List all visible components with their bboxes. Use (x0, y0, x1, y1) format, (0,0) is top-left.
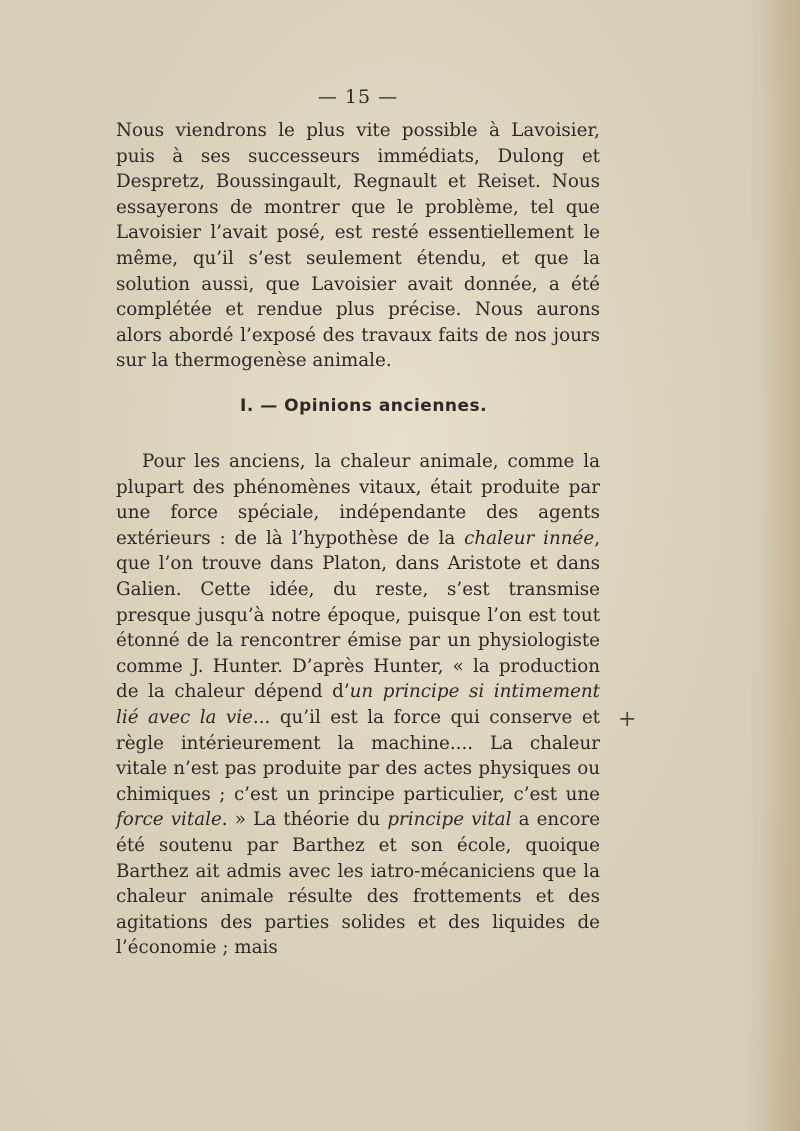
intro-paragraph (116, 118, 600, 374)
body-paragraph-text (116, 449, 600, 961)
margin-annotation-mark: + (618, 707, 637, 732)
body-paragraph (116, 449, 600, 961)
intro-paragraph-text: Nous viendrons le plus vite possible à Lavoisier, puis à ses successeurs immédiats, Dulong et Despretz, Boussingault, Regnault et Reiset. Nous essayerons de montrer que le problème, tel que Lavoisier l’avait posé, est resté essentiellement le même, qu’il s’est seulement étendu, et que la solution aussi, que Lavoisier avait donnée, a été complétée et rendue plus précise. Nous aurons alors abordé l’exposé des travaux faits de nos jours sur la thermogenèse animale. (116, 120, 600, 372)
body-text-segment: . » La théorie du (221, 809, 388, 831)
page-number: — 15 — (317, 86, 399, 108)
italic-term-chaleur-innee: chaleur innée (464, 527, 595, 549)
italic-term-force-vitale: force vitale (116, 809, 222, 831)
body-text-segment: a encore été soutenu par Barthez et son école, quoique Barthez ait admis avec les iatro-mécaniciens que la chaleur animale résulte des frottements et des agitations des parties solides et des liquides de l’économie ; mais (116, 809, 601, 959)
section-heading: I. — Opinions anciennes. (240, 396, 488, 416)
body-text-segment: , que l’on trouve dans Platon, dans Aristote et dans Galien. Cette idée, du reste, s’est transmise presque jusqu’à notre époque, puisque l’on est tout étonné de la rencontrer émise par un physiologiste comme J. Hunter. D’après Hunter, « la production de la chaleur dépend d’ (116, 527, 601, 703)
body-text-segment: Pour les anciens, la chaleur animale, comme la plupart des phénomènes vitaux, était produite par une force spéciale, indépendante des agents extérieurs : de là l’hypothèse de la (116, 451, 600, 549)
italic-term-principe-vital: principe vital (387, 809, 512, 831)
body-text-segment: ... qu’il est la force qui conserve et règle intérieurement la machine.... La chaleur vitale n’est pas produite par des actes physiques ou chimiques ; c’est un principe particulier, c’est une (116, 706, 600, 805)
page-edge-shading (762, 0, 800, 1131)
italic-quote-principe: un principe si intimement lié avec la vie (116, 681, 601, 728)
